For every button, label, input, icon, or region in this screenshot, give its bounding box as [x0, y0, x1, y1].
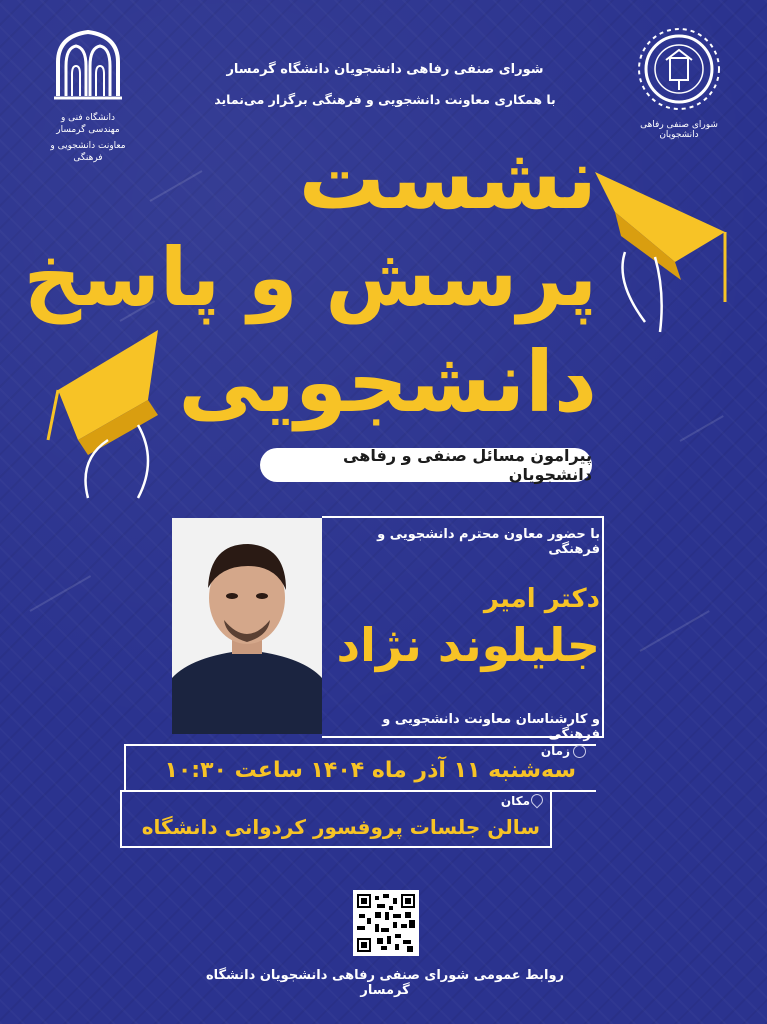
speaker-title: دکتر امیر — [483, 584, 600, 614]
decor-line — [680, 415, 724, 442]
speaker-name: جلیلوند نژاد — [336, 618, 600, 672]
university-building-icon — [48, 26, 128, 104]
title-line-3: دانشجویی — [178, 333, 597, 431]
title-line-2: پرسش و پاسخ — [23, 231, 597, 324]
council-logo-caption: شورای صنفی رفاهی دانشجویان — [640, 120, 718, 140]
place-value: سالن جلسات پروفسور کردوانی دانشگاه — [141, 815, 540, 839]
council-seal-icon — [634, 24, 724, 114]
clock-icon — [573, 745, 586, 758]
qr-code-icon[interactable] — [353, 890, 419, 956]
graduation-cap-icon — [585, 152, 735, 342]
council-logo — [634, 24, 724, 140]
collaboration-line: با همکاری معاونت دانشجویی و فرهنگی برگزار می‌نماید — [214, 92, 556, 107]
experts-text: و کارشناسان معاونت دانشجویی و فرهنگی — [382, 712, 600, 742]
title-line-1: نشست — [298, 129, 597, 229]
presence-text: با حضور معاون محترم دانشجویی و فرهنگی — [377, 527, 600, 557]
subtitle-pill: پیرامون مسائل صنفی و رفاهی دانشجویان — [260, 448, 592, 482]
graduation-cap-icon — [38, 330, 198, 500]
organizer-line: شورای صنفی رفاهی دانشجویان دانشگاه گرمسار — [226, 62, 544, 77]
time-value: سه‌شنبه ۱۱ آذر ماه ۱۴۰۴ ساعت ۱۰:۳۰ — [164, 758, 576, 783]
footer-text: روابط عمومی شورای صنفی رفاهی دانشجویان دانشگاه گرمسار — [205, 968, 565, 998]
decor-line — [640, 610, 710, 652]
place-label: مکان — [500, 794, 530, 808]
decor-line — [150, 170, 203, 202]
university-logo-caption-1: دانشگاه فنی و مهندسی گرمسار — [56, 113, 120, 135]
university-logo — [48, 26, 128, 164]
speaker-photo — [172, 518, 322, 734]
decor-line — [30, 575, 92, 612]
time-label: زمان — [540, 744, 570, 758]
university-logo-caption-2: معاونت دانشجویی و فرهنگی — [50, 141, 126, 163]
